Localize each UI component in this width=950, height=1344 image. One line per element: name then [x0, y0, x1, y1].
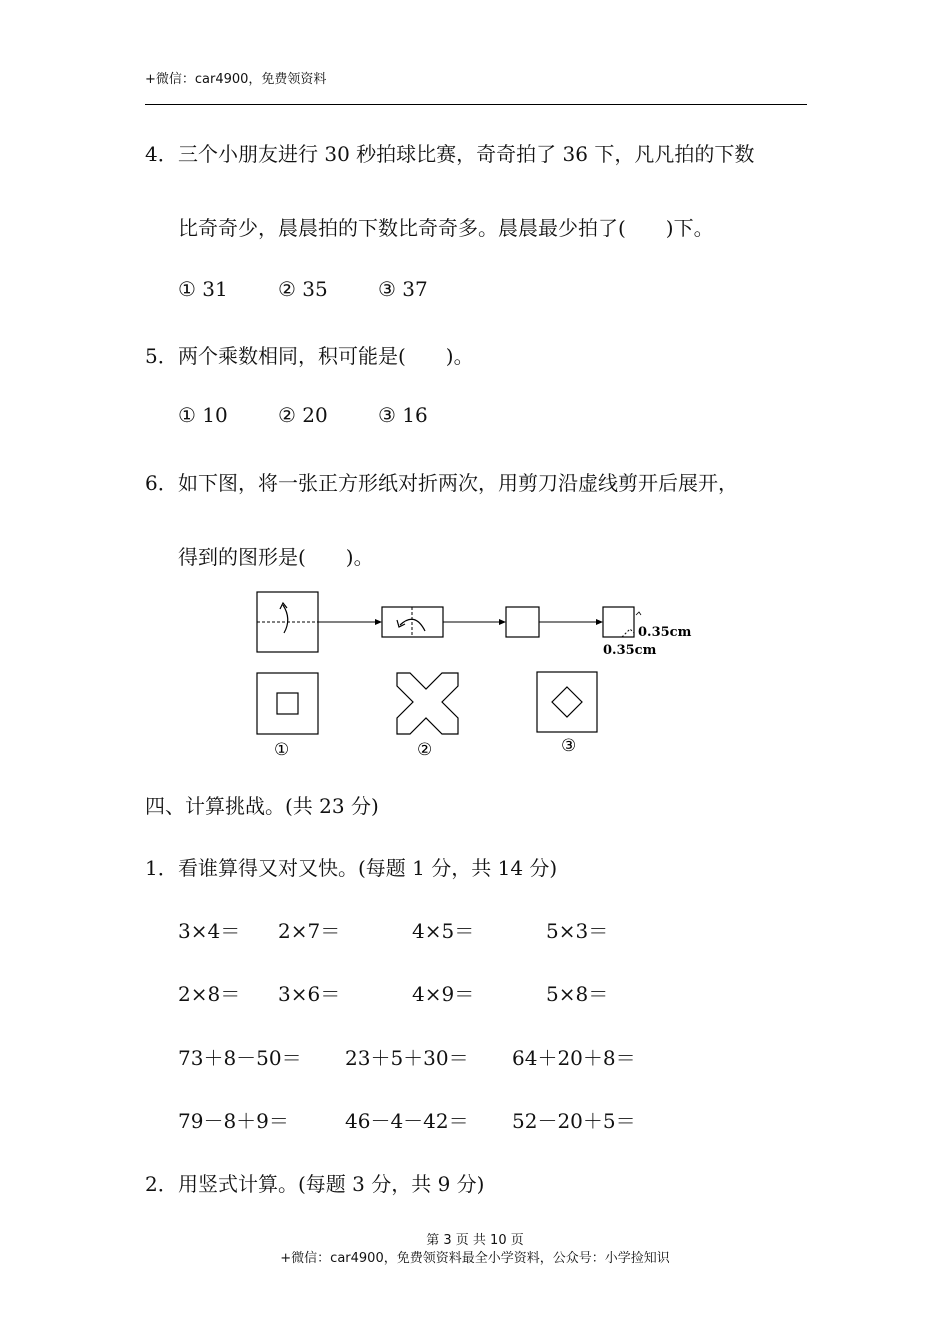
- calc-item: 3×4＝: [178, 919, 241, 943]
- step4-cut-square: [603, 607, 641, 637]
- calc-item: 52－20＋5＝: [512, 1109, 636, 1133]
- q5-option-1: ① 10: [178, 403, 228, 427]
- q4-option-2: ② 35: [278, 277, 328, 301]
- sub2-number: 2．: [145, 1172, 178, 1196]
- choice2-figure: [397, 673, 458, 734]
- sub1-title: 看谁算得又对又快。(每题 1 分，共 14 分): [178, 856, 558, 880]
- q5-option-3: ③ 16: [378, 403, 428, 427]
- calc-item: 2×7＝: [278, 919, 341, 943]
- dimension-label-1: 0.35cm: [638, 625, 692, 640]
- arrow-head-3: [596, 619, 603, 625]
- q4-number: 4．: [145, 142, 178, 166]
- section4-title: 四、计算挑战。(共 23 分): [145, 794, 379, 818]
- q4-line1: 三个小朋友进行 30 秒拍球比赛，奇奇拍了 36 下，凡凡拍的下数: [178, 142, 755, 166]
- paper-folding-figure: [250, 585, 710, 765]
- calc-item: 79－8＋9＝: [178, 1109, 289, 1133]
- choice1-figure: [257, 673, 318, 734]
- sub2-title: 用竖式计算。(每题 3 分，共 9 分): [178, 1172, 485, 1196]
- q4-option-3: ③ 37: [378, 277, 428, 301]
- header-divider: [145, 104, 807, 105]
- choice3-figure: [537, 672, 597, 732]
- step3-small-square: [506, 607, 539, 637]
- arrow-head-1: [375, 619, 382, 625]
- calc-item: 4×9＝: [412, 982, 475, 1006]
- calc-item: 73＋8－50＝: [178, 1046, 302, 1070]
- footer-note: +微信：car4900，免费领资料最全小学资料，公众号：小学捡知识: [280, 1251, 670, 1266]
- calc-item: 46－4－42＝: [345, 1109, 469, 1133]
- page-number: 第 3 页 共 10 页: [426, 1233, 524, 1248]
- arrow-head-2: [499, 619, 506, 625]
- q6-line2: 得到的图形是( )。: [178, 545, 374, 569]
- calc-item: 2×8＝: [178, 982, 241, 1006]
- q5-line1: 两个乘数相同，积可能是( )。: [178, 344, 474, 368]
- choice-label-1: ①: [274, 740, 290, 760]
- q4-line2: 比奇奇少，晨晨拍的下数比奇奇多。晨晨最少拍了( )下。: [178, 216, 714, 240]
- choice-label-2: ②: [417, 740, 433, 760]
- q4-option-1: ① 31: [178, 277, 228, 301]
- q6-number: 6．: [145, 471, 178, 495]
- choice-label-3: ③: [561, 736, 577, 756]
- calc-item: 3×6＝: [278, 982, 341, 1006]
- calc-item: 64＋20＋8＝: [512, 1046, 636, 1070]
- q6-line1: 如下图，将一张正方形纸对折两次，用剪刀沿虚线剪开后展开，: [178, 471, 738, 495]
- step1-square: [257, 592, 318, 652]
- calc-item: 5×8＝: [546, 982, 609, 1006]
- calc-item: 5×3＝: [546, 919, 609, 943]
- dimension-label-2: 0.35cm: [603, 643, 657, 658]
- q5-option-2: ② 20: [278, 403, 328, 427]
- header-watermark-text: +微信：car4900，免费领资料: [145, 72, 327, 87]
- sub1-number: 1．: [145, 856, 178, 880]
- calc-item: 23＋5＋30＝: [345, 1046, 469, 1070]
- q5-number: 5．: [145, 344, 178, 368]
- calc-item: 4×5＝: [412, 919, 475, 943]
- step2-rectangle: [382, 607, 443, 637]
